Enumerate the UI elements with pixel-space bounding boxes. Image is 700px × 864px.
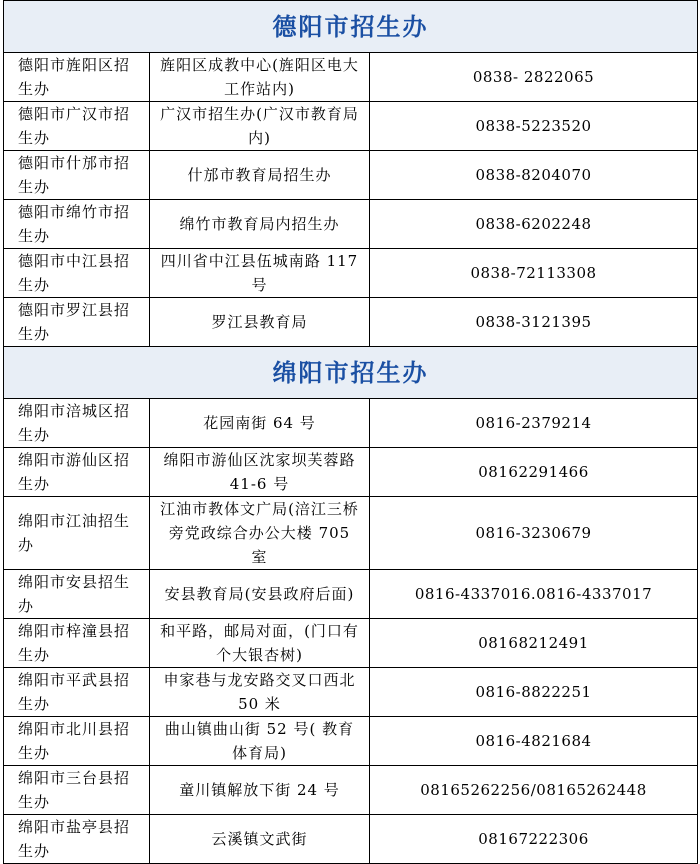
office-name: 绵阳市盐亭县招生办 [4, 815, 150, 864]
office-address: 什邡市教育局招生办 [150, 151, 370, 200]
office-phone: 0816-4337016.0816-4337017 [370, 570, 698, 619]
office-phone: 0816-2379214 [370, 399, 698, 448]
office-address: 四川省中江县伍城南路 117 号 [150, 249, 370, 298]
section-title: 德阳市招生办 [4, 1, 698, 53]
office-name: 绵阳市三台县招生办 [4, 766, 150, 815]
office-name: 绵阳市平武县招生办 [4, 668, 150, 717]
office-name: 德阳市罗江县招生办 [4, 298, 150, 347]
office-phone: 0838-5223520 [370, 102, 698, 151]
office-address: 广汉市招生办(广汉市教育局内) [150, 102, 370, 151]
document-page [3, 0, 697, 864]
office-address: 绵竹市教育局内招生办 [150, 200, 370, 249]
office-name: 德阳市广汉市招生办 [4, 102, 150, 151]
office-name: 德阳市什邡市招生办 [4, 151, 150, 200]
office-phone: 0816-8822251 [370, 668, 698, 717]
office-phone: 08165262256/08165262448 [370, 766, 698, 815]
table-row [4, 815, 698, 864]
table-row [4, 570, 698, 619]
table-row [4, 668, 698, 717]
office-phone: 0838-3121395 [370, 298, 698, 347]
office-address: 绵阳市游仙区沈家坝芙蓉路 41-6 号 [150, 448, 370, 497]
office-phone: 08167222306 [370, 815, 698, 864]
office-name: 绵阳市北川县招生办 [4, 717, 150, 766]
table-row [4, 399, 698, 448]
office-address: 罗江县教育局 [150, 298, 370, 347]
office-address: 申家巷与龙安路交叉口西北 50 米 [150, 668, 370, 717]
office-name: 绵阳市江油招生办 [4, 497, 150, 570]
office-name: 德阳市绵竹市招生办 [4, 200, 150, 249]
office-name: 绵阳市涪城区招生办 [4, 399, 150, 448]
office-phone: 0838-8204070 [370, 151, 698, 200]
office-phone: 0838-6202248 [370, 200, 698, 249]
table-row [4, 102, 698, 151]
table-row [4, 448, 698, 497]
section-title: 绵阳市招生办 [4, 347, 698, 399]
table-row [4, 249, 698, 298]
table-row [4, 298, 698, 347]
office-name: 绵阳市梓潼县招生办 [4, 619, 150, 668]
office-name: 德阳市中江县招生办 [4, 249, 150, 298]
office-address: 曲山镇曲山街 52 号( 教育体育局) [150, 717, 370, 766]
table-row [4, 151, 698, 200]
table-row [4, 53, 698, 102]
contact-table [3, 0, 698, 864]
office-phone: 0838-72113308 [370, 249, 698, 298]
office-address: 和平路，邮局对面，(门口有个大银杏树) [150, 619, 370, 668]
table-row [4, 766, 698, 815]
office-phone: 0816-4821684 [370, 717, 698, 766]
office-phone: 0816-3230679 [370, 497, 698, 570]
office-address: 花园南街 64 号 [150, 399, 370, 448]
office-name: 绵阳市游仙区招生办 [4, 448, 150, 497]
office-name: 德阳市旌阳区招生办 [4, 53, 150, 102]
section-header [4, 1, 698, 53]
office-address: 云溪镇文武街 [150, 815, 370, 864]
table-row [4, 200, 698, 249]
table-row [4, 497, 698, 570]
office-phone: 08168212491 [370, 619, 698, 668]
office-address: 江油市教体文广局(涪江三桥旁党政综合办公大楼 705 室 [150, 497, 370, 570]
office-phone: 08162291466 [370, 448, 698, 497]
section-header [4, 347, 698, 399]
table-row [4, 619, 698, 668]
office-name: 绵阳市安县招生办 [4, 570, 150, 619]
office-address: 旌阳区成教中心(旌阳区电大工作站内) [150, 53, 370, 102]
office-phone: 0838- 2822065 [370, 53, 698, 102]
office-address: 童川镇解放下街 24 号 [150, 766, 370, 815]
office-address: 安县教育局(安县政府后面) [150, 570, 370, 619]
table-row [4, 717, 698, 766]
